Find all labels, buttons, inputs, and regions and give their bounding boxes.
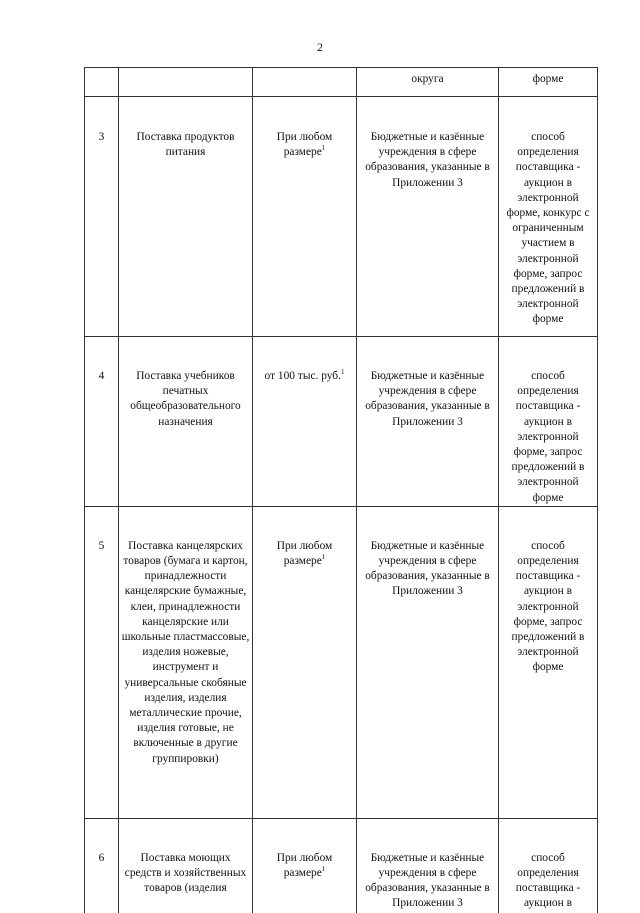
row-method: способ определения поставщика - аукцион в электронной форме, конкурс с ограниченным участием в электронной форме, запрос предложений в электронной форме <box>499 97 598 337</box>
row-number: 5 <box>85 506 119 818</box>
row-item: Поставка моющих средств и хозяйственных товаров (изделия <box>119 818 253 913</box>
row-customers: Бюджетные и казённые учреждения в сфере образования, указанные в Приложении 3 <box>357 97 499 337</box>
table-row <box>85 97 598 337</box>
footnote-mark: 1 <box>321 553 326 562</box>
row-number: 4 <box>85 337 119 507</box>
row-size: При любом размере$^1$ <box>253 97 357 337</box>
footnote-mark: 1 <box>321 144 326 153</box>
table-header-row <box>85 68 598 97</box>
row-item: Поставка продуктов питания <box>119 97 253 337</box>
row-number: 6 <box>85 818 119 913</box>
row-item: Поставка канцелярских товаров (бумага и картон, принадлежности канцелярские бумажные, клеи, принадлежности канцелярские или школьные пластмассовые, изделия ножевые, инструмент и универсальные скобяные изделия, изделия металлические прочие, изделия готовые, не включенные в другие группировки) <box>119 506 253 818</box>
row-size: от 100 тыс. руб.$^1$ <box>253 337 357 507</box>
header-cell-num <box>85 68 119 97</box>
row-customers: Бюджетные и казённые учреждения в сфере образования, указанные в Приложении 3 <box>357 506 499 818</box>
page-number: 2 <box>317 40 323 54</box>
row-customers: Бюджетные и казённые учреждения в сфере образования, указанные в Приложении 3 <box>357 818 499 913</box>
table-row <box>85 337 598 507</box>
footnote-mark: 1 <box>321 865 326 874</box>
table-row <box>85 818 598 913</box>
header-cell-customers: округа <box>357 68 499 97</box>
row-method: способ определения поставщика - аукцион в электронной форме, запрос предложений в электронной форме <box>499 337 598 507</box>
row-size: При любом размере$^1$ <box>253 506 357 818</box>
row-method: способ определения поставщика - аукцион в электронной форме, запрос предложений в электронной форме <box>499 506 598 818</box>
footnote-mark: 1 <box>340 368 345 377</box>
row-size: При любом размере$^1$ <box>253 818 357 913</box>
row-item: Поставка учебников печатных общеобразовательного назначения <box>119 337 253 507</box>
row-method: способ определения поставщика - аукцион в <box>499 818 598 913</box>
row-number: 3 <box>85 97 119 337</box>
table-row <box>85 506 598 818</box>
header-cell-item <box>119 68 253 97</box>
row-customers: Бюджетные и казённые учреждения в сфере образования, указанные в Приложении 3 <box>357 337 499 507</box>
header-cell-method: форме <box>499 68 598 97</box>
procurement-table <box>84 67 598 913</box>
header-cell-size <box>253 68 357 97</box>
